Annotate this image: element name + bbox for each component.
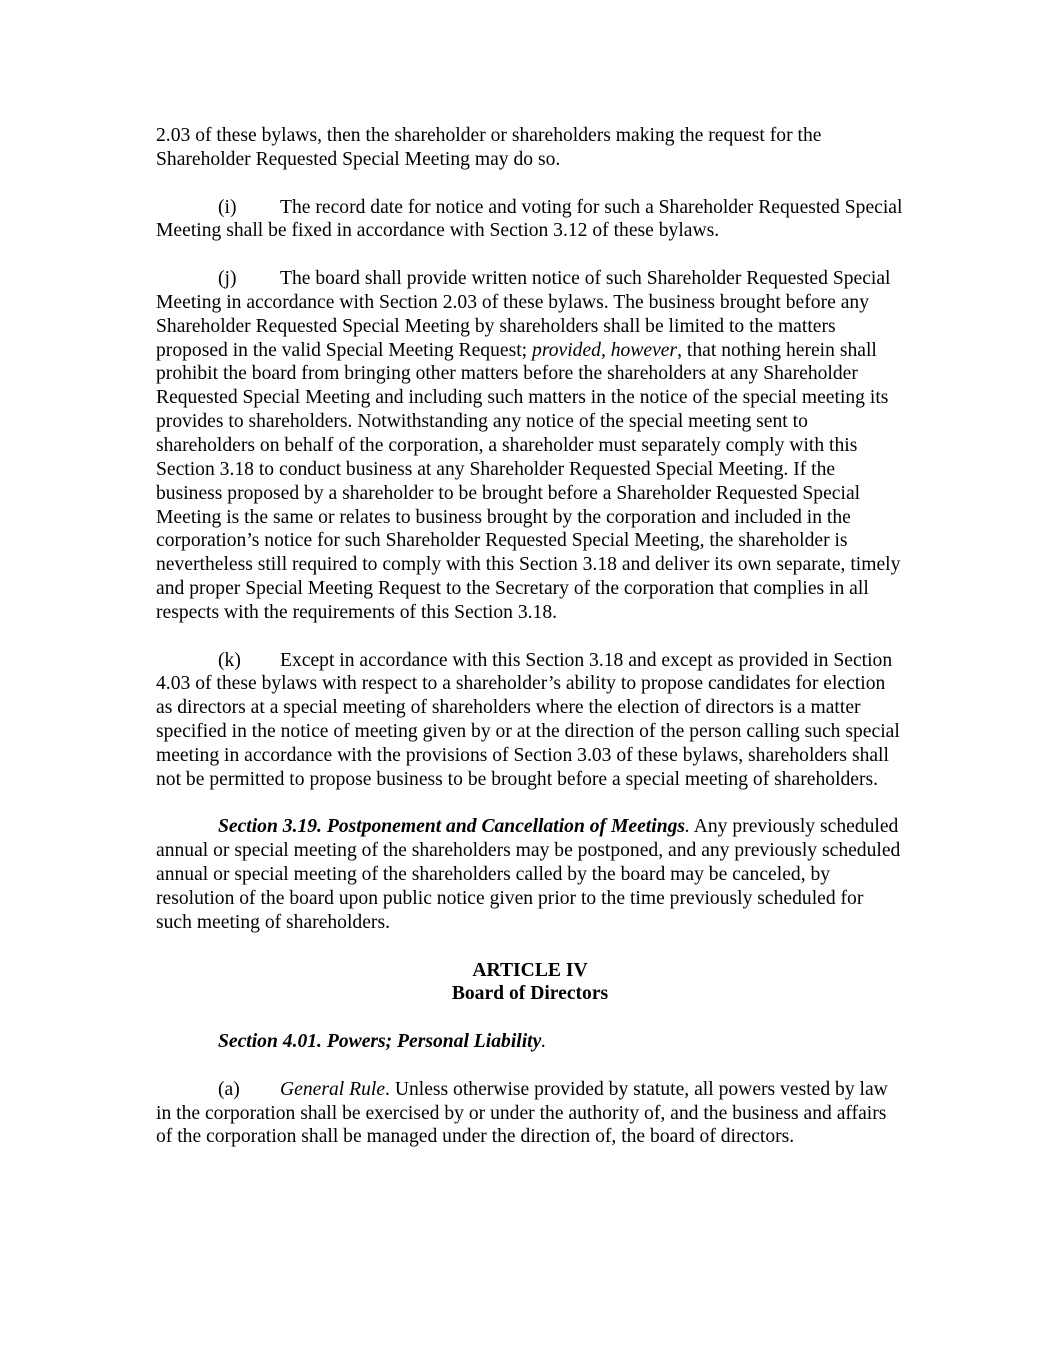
article-heading xyxy=(156,959,904,1007)
article-number: ARTICLE IV xyxy=(472,959,588,981)
section-heading-punct: . xyxy=(541,1031,547,1053)
section-heading: Section 3.19. Postponement and Cancellation of Meetings xyxy=(218,816,686,838)
paragraph-continuation xyxy=(156,124,904,172)
document-body xyxy=(156,124,904,1173)
subsection-marker: (j) xyxy=(218,268,237,290)
section-heading-punct: . xyxy=(685,816,690,838)
section-4-01 xyxy=(156,1030,904,1054)
section-3-19 xyxy=(156,815,904,934)
article-title: Board of Directors xyxy=(451,983,609,1005)
subsection-marker: (a) xyxy=(218,1078,240,1100)
section-heading: Section 4.01. Powers; Personal Liability xyxy=(218,1031,542,1053)
subsection-italic-text: provided, however xyxy=(532,339,678,361)
subsection-marker: (k) xyxy=(218,649,241,671)
subsection-j xyxy=(156,267,904,625)
paragraph-text: 2.03 of these bylaws, then the shareholder or shareholders making the request for the Shareholder Requested Special Meeting may do so. xyxy=(156,125,822,170)
subsection-k xyxy=(156,649,904,792)
subsection-italic-title: General Rule xyxy=(280,1078,386,1100)
subsection-text: The record date for notice and voting for such a Shareholder Requested Special Meeting shall be fixed in accordance with Section 3.12 of these bylaws. xyxy=(156,196,903,242)
section-text: Any previously scheduled annual or special meeting of the shareholders may be postponed, and any previously scheduled annual or special meeting of the shareholders called by the board may be canceled, by resolution of the board upon public notice given prior to the time previously scheduled for such meeting of shareholders. xyxy=(156,816,901,933)
subsection-text-continued: , that nothing herein shall prohibit the board from bringing other matters before the shareholders at any Shareholder Requested Special Meeting and including such matters in the notice of the special meeting its provides to shareholders. Notwithstanding any notice of the special meeting sent to shareholders on behalf of the corporation, a shareholder must separately comply with this Section 3.18 to conduct business at any Shareholder Requested Special Meeting. If the business proposed by a shareholder to be brought before a Shareholder Requested Special Meeting is the same or relates to business brought by the corporation and included in the corporation’s notice for such Shareholder Requested Special Meeting, the shareholder is nevertheless still required to comply with this Section 3.18 and deliver its own separate, timely and proper Special Meeting Request to the Secretary of the corporation that complies in all respects with the requirements of this Section 3.18. xyxy=(156,339,901,623)
subsection-text: The board shall provide written notice of such Shareholder Requested Special Meeting in accordance with Section 2.03 of these bylaws. The business brought before any Shareholder Requested Special Meeting by shareholders shall be limited to the matters proposed in the valid Special Meeting Request; xyxy=(156,268,891,361)
subsection-text: Except in accordance with this Section 3.18 and except as provided in Section 4.03 of these bylaws with respect to a shareholder’s ability to propose candidates for election as directors at a special meeting of shareholders where the election of directors is a matter specified in the notice of meeting given by or at the direction of the person calling such special meeting in accordance with the provisions of Section 3.03 of these bylaws, shareholders shall not be permitted to propose business to be brought before a special meeting of shareholders. xyxy=(156,649,900,790)
subsection-a xyxy=(156,1078,904,1150)
subsection-text: . Unless otherwise provided by statute, all powers vested by law in the corporation shall be exercised by or under the authority of, and the business and affairs of the corporation shall be managed under the direction of, the board of directors. xyxy=(156,1078,888,1148)
subsection-marker: (i) xyxy=(218,196,237,218)
subsection-i xyxy=(156,196,904,244)
